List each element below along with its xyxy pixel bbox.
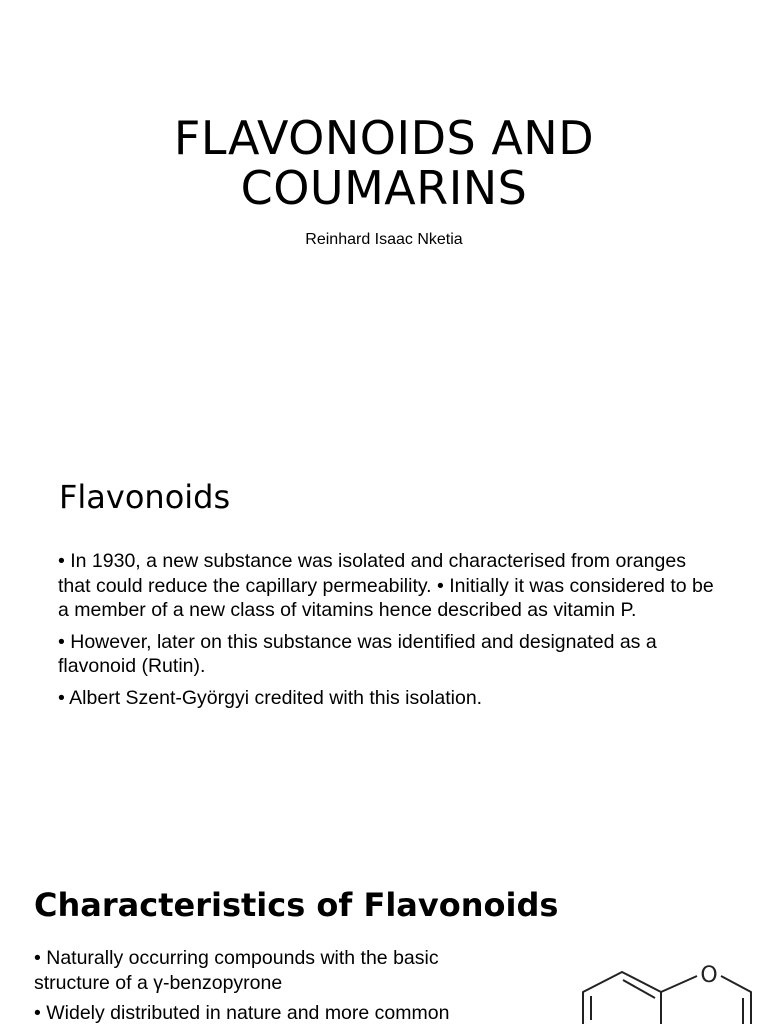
slide-heading: Flavonoids xyxy=(59,478,231,516)
slide-body xyxy=(34,946,494,1032)
flavonoids-slide xyxy=(0,432,768,864)
title-line-1: FLAVONOIDS AND xyxy=(173,111,595,165)
bullet-item: • Widely distributed in nature and more common xyxy=(34,1002,450,1024)
slide-body xyxy=(58,549,718,717)
presentation-title xyxy=(0,113,768,213)
benzene-double-bonds xyxy=(591,980,655,1020)
slide-heading: Characteristics of Flavonoids xyxy=(34,886,559,924)
pyrone-ring xyxy=(721,976,751,1024)
body-paragraph: • In 1930, a new substance was isolated and characterised from oranges that could reduce the capillary permeability. • Initially it was considered to be a member of a new class of vitamins hence described as vitamin P. xyxy=(58,550,714,621)
body-paragraph: • Albert Szent-Györgyi credited with this isolation. xyxy=(58,686,483,709)
characteristics-slide xyxy=(0,864,768,1024)
title-line-2: COUMARINS xyxy=(240,161,528,215)
bullet-item: • Naturally occurring compounds with the basic structure of a γ-benzopyrone xyxy=(34,947,439,994)
benzene-ring xyxy=(583,972,661,1024)
body-paragraph: • However, later on this substance was identified and designated as a flavonoid (Rutin). xyxy=(58,630,657,677)
title-slide xyxy=(0,0,768,432)
benzopyrone-structure-icon xyxy=(575,960,768,1024)
oxygen-atom-label: O xyxy=(700,963,718,988)
ring-bond xyxy=(661,976,697,992)
author-name: Reinhard Isaac Nketia xyxy=(305,231,463,248)
